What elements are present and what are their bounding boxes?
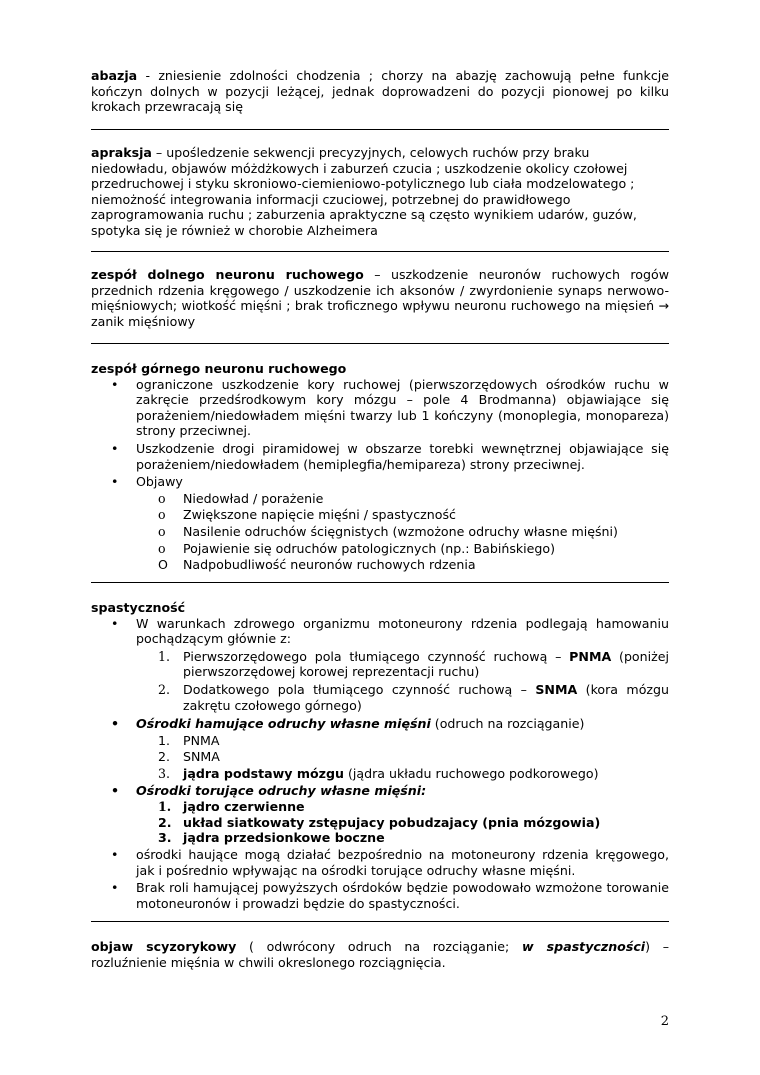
- symptom-item: [91, 507, 669, 523]
- inhibitory-item-text: PNMA: [183, 732, 220, 748]
- inhibitory-item: [91, 733, 669, 749]
- entry-upper-motor-neuron: [91, 361, 669, 573]
- list-item-text: Objawy: [136, 474, 183, 490]
- bullet-marker: •: [111, 880, 119, 896]
- circle-marker: o: [158, 540, 166, 556]
- term-upper-motor-neuron: zespół górnego neuronu ruchowego: [91, 361, 347, 376]
- source-note: (kora mózgu zakrętu czołowego górnego): [183, 681, 669, 713]
- list-item: [91, 783, 669, 799]
- list-item: [91, 377, 669, 439]
- list-item: [91, 441, 669, 472]
- facilitating-item-text: jądra przedsionkowe boczne: [183, 830, 385, 846]
- inhibitory-item-text: SNMA: [183, 749, 220, 765]
- symptom-text: Pojawienie się odruchów patologicznych (np.: Babińskiego): [183, 540, 556, 556]
- source-note: (poniżej pierwszorzędowej korowej reprezentacji ruchu): [183, 648, 669, 680]
- term-clasp-knife: objaw scyzorykowy: [91, 939, 237, 954]
- definition-apraksja: – upośledzenie sekwencji precyzyjnych, celowych ruchów przy braku niedowładu, objawów móżdżkowych i zaburzeń czucia ; uszkodzenie okolicy czołowej przedruchowej i styku skroniowo-ciemieniowo-potylicznego lub ciała modzelowatego ; niemożność integrowania informacji czuciowej, potrzebnej do prawidłowego zaprogramowania ruchu ; zaburzenia apraktyczne są często wynikiem udarów, guzów, spotyka się je również w chorobie Alzheimera: [91, 145, 637, 238]
- bullet-marker: •: [111, 615, 119, 631]
- circle-marker: o: [158, 523, 166, 539]
- divider: [91, 343, 669, 344]
- circle-marker: O: [158, 557, 168, 573]
- list-item: [91, 847, 669, 878]
- bullet-marker: •: [111, 782, 120, 798]
- term-abazja: abazja: [91, 68, 138, 83]
- symptom-text: Zwiększone napięcie mięśni / spastyczność: [183, 507, 456, 523]
- symptom-item: [91, 557, 669, 573]
- emphasis-spasticity: w spastyczności: [521, 939, 646, 954]
- source-text: Dodatkowego pola tłumiącego czynność ruchową –: [183, 681, 536, 697]
- bullet-marker: •: [111, 376, 119, 392]
- facilitating-item: [91, 815, 669, 831]
- symptom-item: [91, 541, 669, 557]
- number-marker: 2.: [158, 749, 171, 765]
- number-marker: 2.: [158, 814, 172, 830]
- divider: [91, 582, 669, 583]
- term-lower-motor-neuron: zespół dolnego neuronu ruchowego: [91, 267, 364, 282]
- term-apraksja: apraksja: [91, 145, 152, 160]
- list-item: [91, 474, 669, 490]
- circle-marker: o: [158, 507, 166, 523]
- list-item: [91, 716, 669, 732]
- entry-spasticity: [91, 600, 669, 911]
- source-item: [91, 682, 669, 713]
- symptom-text: Nadpobudliwość neuronów ruchowych rdzenia: [183, 557, 476, 573]
- list-item-text: Brak roli hamującej powyższych ośrdoków będzie powodowało wzmożone torowanie motoneuronów i prowadzi będzie do spastyczności.: [136, 880, 669, 911]
- source-text: Pierwszorzędowego pola tłumiącego czynność ruchową –: [183, 648, 570, 664]
- entry-apraksja: [91, 145, 669, 239]
- list-item-text: ograniczone uszkodzenie kory ruchowej (pierwszorzędowych ośrodków ruchu w zakręcie przedśrodkowym kory mózgu – pole 4 Brodmanna) objawiające się porażeniem/niedowładem mięśni twarzy lub 1 kończyny (monoplegia, monopareza) strony przeciwnej.: [136, 376, 669, 439]
- definition-lower-motor-neuron: – uszkodzenie neuronów ruchowych rogów przednich rdzenia kręgowego / uszkodzenie ich aksonów / zwyrdonienie synaps nerwowo-mięśniowych; wiotkość mięśni ; brak troficznego wpływu neuronu ruchowego na mięsień → zanik mięśniowy: [91, 267, 669, 329]
- divider: [91, 129, 669, 130]
- page-number: 2: [660, 1014, 669, 1029]
- inhibitory-item-text: jądra podstawy mózgu: [183, 765, 344, 781]
- bullet-marker: •: [111, 474, 119, 490]
- bullet-marker: •: [111, 716, 120, 732]
- definition-clasp-knife-end: ) – rozluźnienie mięśnia w chwili okreslonego rozciągnięcia.: [91, 939, 670, 970]
- entry-lower-motor-neuron: [91, 267, 669, 329]
- facilitating-item-text: jądro czerwienne: [183, 799, 305, 815]
- inhibitory-item-note: (jądra układu ruchowego podkorowego): [343, 765, 599, 781]
- inhibitory-centers-title: Ośrodki hamujące odruchy własne mięśni: [136, 716, 431, 732]
- source-item: [91, 649, 669, 680]
- divider: [91, 251, 669, 252]
- bullet-marker: •: [111, 846, 119, 862]
- facilitating-item: [91, 830, 669, 846]
- number-marker: 1.: [158, 799, 172, 815]
- number-marker: 2.: [158, 681, 171, 697]
- divider: [91, 921, 669, 922]
- circle-marker: o: [158, 490, 166, 506]
- entry-abazja: [91, 68, 669, 115]
- number-marker: 1.: [158, 732, 171, 748]
- bullet-marker: •: [111, 440, 119, 456]
- entry-clasp-knife: [91, 939, 669, 970]
- list-item-text: Uszkodzenie drogi piramidowej w obszarze torebki wewnętrznej objawiające się porażeniem/niedowładem (hemiplegfia/hemipareza) strony przeciwnej.: [136, 440, 669, 472]
- symptom-item: [91, 491, 669, 507]
- facilitating-item-text: układ siatkowaty zstępujacy pobudzajacy (pnia mózgowia): [183, 814, 601, 830]
- definition-clasp-knife: ( odwrócony odruch na rozciąganie;: [236, 939, 522, 954]
- inhibitory-item: [91, 749, 669, 765]
- term-spasticity: spastyczność: [91, 600, 186, 615]
- number-marker: 3.: [158, 765, 171, 781]
- definition-abazja: - zniesienie zdolności chodzenia ; chorzy na abazję zachowują pełne funkcje kończyn dolnych w pozycji leżącej, jednak doprowadzeni do pozycji pionowej po kilku krokach przewracają się: [91, 68, 669, 115]
- number-marker: 3.: [158, 830, 172, 846]
- list-item: [91, 880, 669, 911]
- facilitating-item: [91, 799, 669, 815]
- source-abbrev: SNMA: [535, 681, 578, 697]
- source-abbrev: PNMA: [569, 648, 612, 664]
- list-item-text: ośrodki haujące mogą działać bezpośrednio na motoneurony rdzenia kręgowego, jak i pośrednio wpływając na ośrodki torujące odruchy własne mięśni.: [136, 846, 669, 878]
- inhibitory-item: [91, 766, 669, 782]
- symptom-text: Nasilenie odruchów ścięgnistych (wzmożone odruchy własne mięśni): [183, 523, 618, 539]
- number-marker: 1.: [158, 648, 171, 664]
- inhibitory-centers-note: (odruch na rozciąganie): [430, 716, 585, 732]
- symptom-text: Niedowład / porażenie: [183, 490, 324, 506]
- symptom-item: [91, 524, 669, 540]
- facilitating-centers-title: Ośrodki torujące odruchy własne mięśni:: [136, 782, 427, 798]
- list-item-text: W warunkach zdrowego organizmu motoneurony rdzenia podlegają hamowaniu pochądzącym głównie z:: [136, 615, 669, 647]
- list-item: [91, 616, 669, 647]
